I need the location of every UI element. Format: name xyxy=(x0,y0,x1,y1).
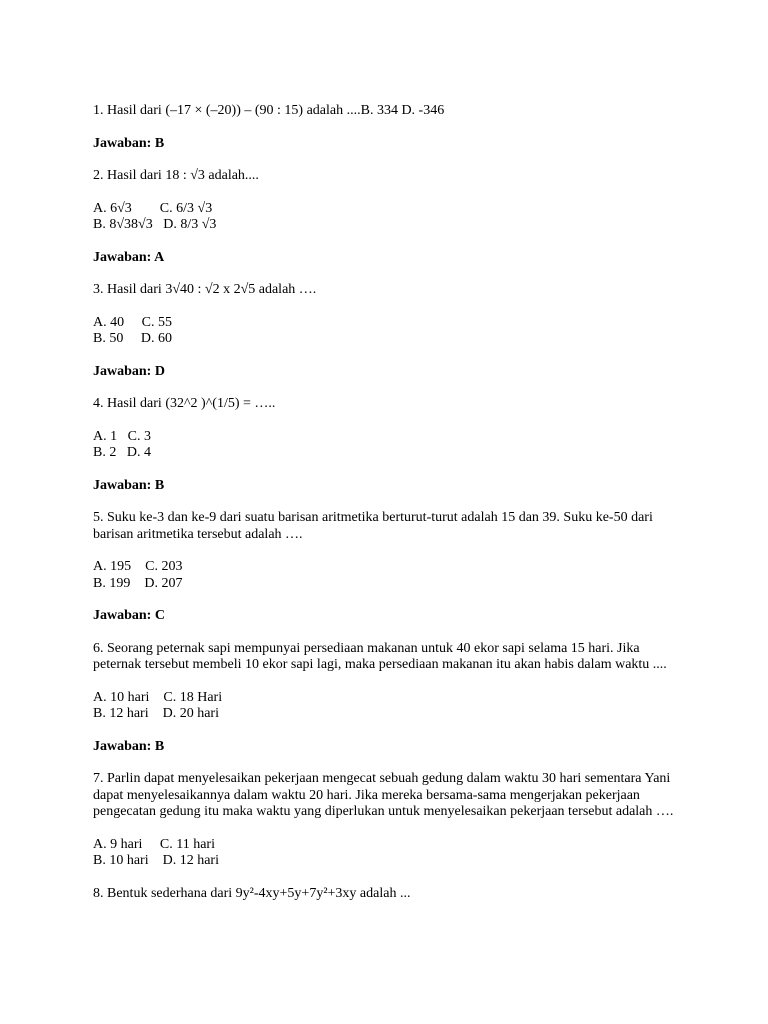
options-7 xyxy=(93,837,678,870)
question-1: 1. Hasil dari (–17 × (–20)) – (90 : 15) adalah ....B. 334 D. -346 xyxy=(93,103,445,118)
options-5 xyxy=(93,559,678,592)
option-line: B. 199 D. 207 xyxy=(93,575,183,591)
option-line: A. 40 C. 55 xyxy=(93,314,172,330)
document-content xyxy=(93,103,678,918)
answer-4: Jawaban: B xyxy=(93,477,165,493)
question-7: 7. Parlin dapat menyelesaikan pekerjaan mengecat sebuah gedung dalam waktu 30 hari sementara Yani dapat menyelesaikannya dalam waktu 20 hari. Jika mereka bersama-sama mengerjakan pekerjaan pengecatan gedung itu maka waktu yang diperlukan untuk menyelesaikan pekerjaan tersebut adalah …. xyxy=(93,771,674,819)
option-line: B. 10 hari D. 12 hari xyxy=(93,853,219,868)
answer-3: Jawaban: D xyxy=(93,363,165,379)
question-8: 8. Bentuk sederhana dari 9y²-4xy+5y+7y²+3xy adalah ... xyxy=(93,885,411,901)
question-2: 2. Hasil dari 18 : √3 adalah.... xyxy=(93,168,259,183)
options-4 xyxy=(93,429,678,462)
question-4: 4. Hasil dari (32^2 )^(1/5) = ….. xyxy=(93,396,276,411)
option-line: A. 195 C. 203 xyxy=(93,559,183,574)
question-6: 6. Seorang peternak sapi mempunyai persediaan makanan untuk 40 ekor sapi selama 15 hari. Jika peternak tersebut membeli 10 ekor sapi lagi, maka persediaan makanan itu akan habis dalam waktu .... xyxy=(93,640,667,672)
answer-1: Jawaban: B xyxy=(93,135,165,151)
answer-2: Jawaban: A xyxy=(93,249,165,265)
option-line: B. 12 hari D. 20 hari xyxy=(93,706,219,721)
option-line: B. 2 D. 4 xyxy=(93,445,151,460)
question-3: 3. Hasil dari 3√40 : √2 x 2√5 adalah …. xyxy=(93,282,317,297)
question-5: 5. Suku ke-3 dan ke-9 dari suatu barisan aritmetika berturut-turut adalah 15 dan 39. Suku ke-50 dari barisan aritmetika tersebut adalah …. xyxy=(93,510,657,542)
option-line: B. 50 D. 60 xyxy=(93,331,172,346)
option-line: A. 6√3 C. 6/3 √3 xyxy=(93,200,213,216)
options-6 xyxy=(93,690,678,723)
answer-6: Jawaban: B xyxy=(93,738,165,754)
options-2 xyxy=(93,201,678,234)
option-line: A. 1 C. 3 xyxy=(93,428,151,444)
option-line: B. 8√38√3 D. 8/3 √3 xyxy=(93,217,217,232)
option-line: A. 10 hari C. 18 Hari xyxy=(93,689,223,705)
options-3 xyxy=(93,315,678,348)
option-line: A. 9 hari C. 11 hari xyxy=(93,836,215,852)
answer-5: Jawaban: C xyxy=(93,608,165,623)
